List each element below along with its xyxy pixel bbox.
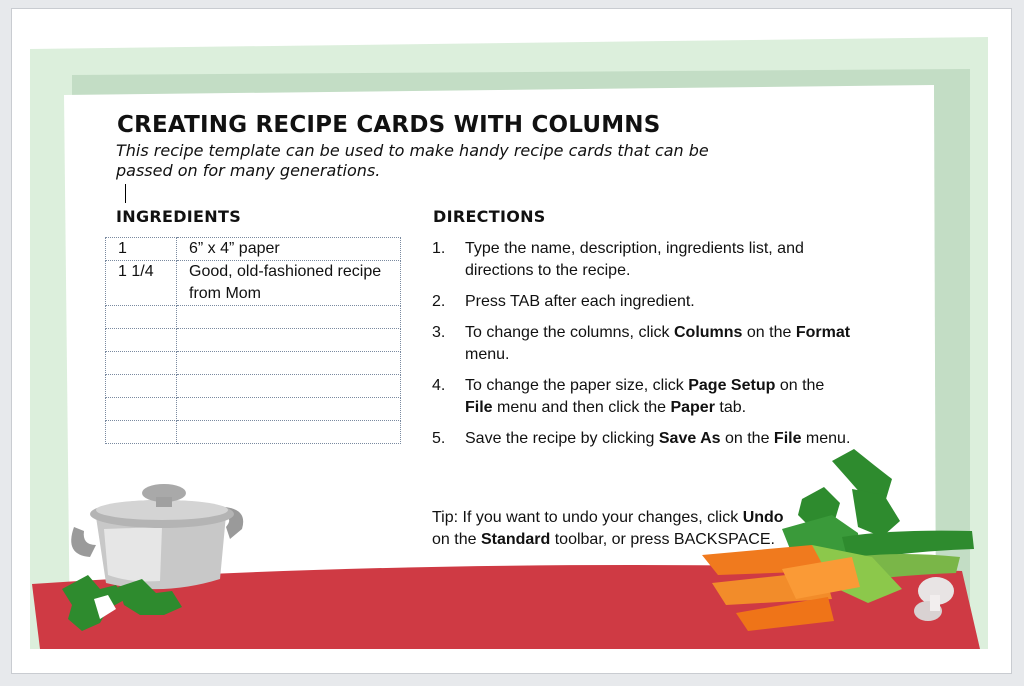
text-run: tab. [714, 399, 747, 416]
text-run: menu. [801, 430, 851, 447]
ingredient-item[interactable] [177, 329, 401, 352]
step-number: 5. [432, 430, 446, 447]
ingredient-row[interactable] [106, 238, 401, 261]
text-cursor [125, 184, 126, 203]
directions-list [432, 238, 852, 459]
ingredient-item[interactable] [177, 352, 401, 375]
ingredient-item[interactable] [177, 375, 401, 398]
ingredient-row[interactable] [106, 352, 401, 375]
bold-text: Format [795, 324, 851, 341]
bold-text: Undo [742, 509, 784, 526]
ingredient-item[interactable] [177, 398, 401, 421]
text-run: To change the paper size, click [465, 377, 689, 394]
ingredient-row[interactable] [106, 398, 401, 421]
ingredient-item[interactable]: 6” x 4” paper [177, 238, 401, 261]
ingredient-item[interactable]: Good, old-fashioned recipe from Mom [177, 261, 401, 306]
step-number: 4. [432, 377, 446, 394]
step-number: 1. [432, 240, 446, 257]
direction-step [432, 322, 852, 366]
ingredient-quantity[interactable] [106, 398, 177, 421]
direction-step [432, 238, 852, 282]
ingredients-table[interactable] [105, 237, 401, 444]
ingredient-quantity[interactable] [106, 329, 177, 352]
ingredient-item[interactable] [177, 306, 401, 329]
ingredient-quantity[interactable] [106, 306, 177, 329]
text-run: menu. [465, 346, 510, 363]
text-run: Tip: If you want to undo your changes, click [432, 509, 743, 526]
text-run: menu and then click the [492, 399, 671, 416]
tip-text [432, 507, 792, 551]
bold-text: Standard [480, 531, 551, 548]
step-number: 3. [432, 324, 446, 341]
text-run: Type the name, description, ingredients list, and directions to the recipe. [465, 240, 804, 279]
bold-text: File [465, 399, 493, 416]
text-run: on the [432, 531, 481, 548]
ingredient-item[interactable] [177, 421, 401, 444]
direction-step [432, 291, 852, 313]
ingredient-row[interactable] [106, 306, 401, 329]
card-subtitle: This recipe template can be used to make handy recipe cards that can be passed on for many generations. [116, 141, 709, 180]
bold-text: Columns [674, 324, 743, 341]
ingredient-quantity[interactable]: 1 [106, 238, 177, 261]
card-title: CREATING RECIPE CARDS WITH COLUMNS [117, 112, 661, 138]
bold-text: Paper [670, 399, 715, 416]
ingredient-quantity[interactable] [106, 375, 177, 398]
ingredient-row[interactable] [106, 261, 401, 306]
ingredient-quantity[interactable] [106, 421, 177, 444]
directions-heading: DIRECTIONS [433, 207, 546, 226]
bold-text: Save As [658, 430, 721, 447]
text-run: To change the columns, click [465, 324, 674, 341]
bold-text: Page Setup [688, 377, 776, 394]
ingredient-quantity[interactable] [106, 352, 177, 375]
text-run: on the [742, 324, 796, 341]
text-run: on the [720, 430, 774, 447]
bold-text: File [773, 430, 802, 447]
ingredient-quantity[interactable]: 1 1/4 [106, 261, 177, 306]
document-page [11, 8, 1012, 674]
text-run: Save the recipe by clicking [465, 430, 659, 447]
ingredient-row[interactable] [106, 421, 401, 444]
text-run: Press TAB after each ingredient. [465, 293, 695, 310]
text-run: on the [775, 377, 825, 394]
direction-step [432, 428, 852, 450]
ingredient-row[interactable] [106, 375, 401, 398]
direction-step [432, 375, 852, 419]
ingredient-row[interactable] [106, 329, 401, 352]
step-number: 2. [432, 293, 446, 310]
ingredients-heading: INGREDIENTS [116, 207, 242, 226]
text-run: toolbar, or press BACKSPACE. [550, 531, 775, 548]
